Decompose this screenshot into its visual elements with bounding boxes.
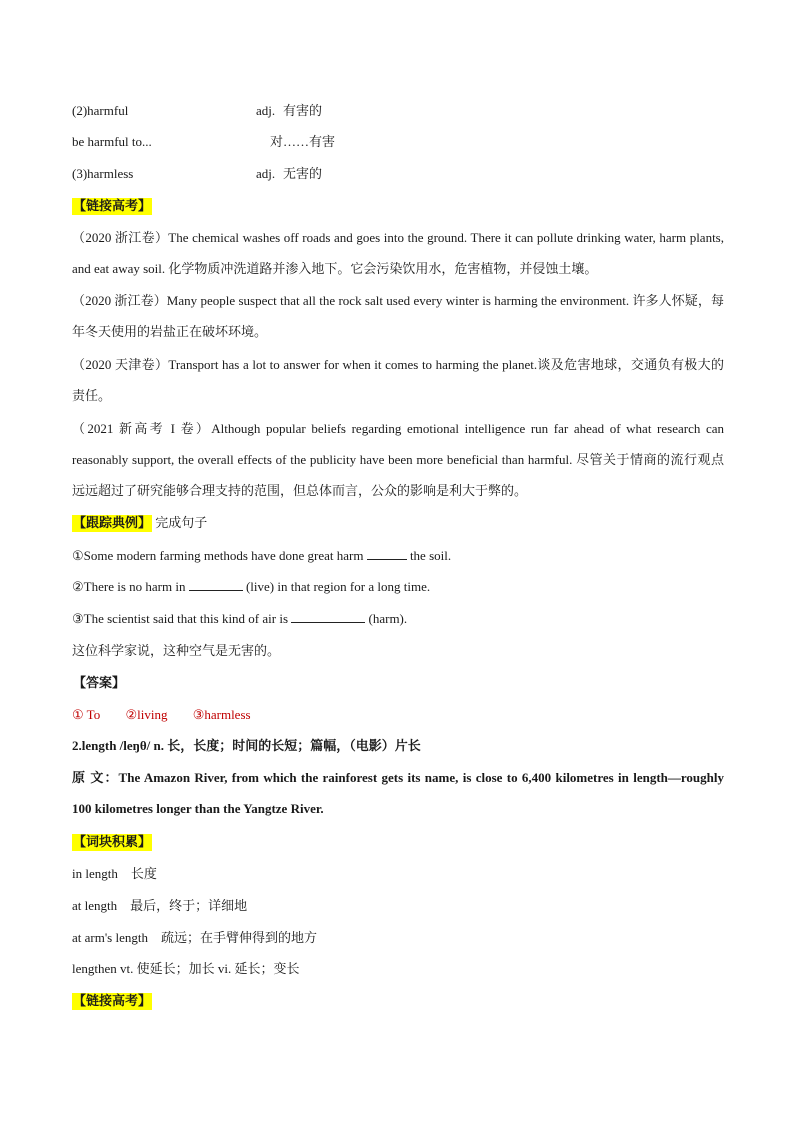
length-original-text: 原 文：The Amazon River, from which the rainforest gets its name, is close to 6,400 kilometres in length—roughly 100 kilometres longer than the Yangtze River.: [72, 770, 724, 816]
exercise-1: [72, 547, 451, 565]
word-block-item: [72, 929, 317, 947]
exercise-text: (live) in that region for a long time.: [245, 579, 431, 594]
vocab-phrase: be harmful to...: [72, 134, 152, 149]
word-block-item: [72, 897, 247, 915]
answer-label: 【答案】: [73, 676, 126, 691]
answer-item: ③harmless: [192, 707, 251, 722]
phrase-en: in length: [72, 866, 118, 881]
vocab-line-harmless: [72, 165, 323, 183]
highlight-tag: 【跟踪典例】: [73, 516, 152, 531]
phrase-en: at length: [72, 898, 118, 913]
section-tag-link-exam: [72, 197, 152, 216]
phrase-en: at arm's length: [72, 930, 148, 945]
highlight-tag: 【链接高考】: [73, 994, 152, 1009]
vocab-pos: adj.: [256, 166, 276, 181]
exercise-text: (harm).: [368, 611, 408, 626]
instruction-text: 完成句子: [155, 516, 208, 531]
exercise-text: ①Some modern farming methods have done great harm: [72, 548, 364, 563]
vocab-meaning: 有害的: [283, 103, 323, 118]
highlight-tag: 【词块积累】: [73, 835, 152, 850]
exercise-text: the soil.: [409, 548, 452, 563]
word-block-item: [72, 865, 157, 883]
phrase-cn: 长度: [130, 866, 157, 881]
section-tag-answer: [72, 674, 126, 693]
vocab-word: (3)harmless: [72, 166, 134, 181]
word-block-item: [72, 960, 300, 978]
fill-blank[interactable]: [291, 610, 365, 623]
exercise-3: [72, 610, 407, 628]
answer-item: ②living: [125, 707, 168, 722]
vocab-word: (2)harmful: [72, 103, 129, 118]
vocab-meaning: 无害的: [283, 166, 323, 181]
vocab-meaning: 对……有害: [270, 134, 336, 149]
section-tag-link-exam-2: [72, 992, 152, 1011]
phrase-cn: 最后，终于；详细地: [130, 898, 248, 913]
exercise-text: ②There is no harm in: [72, 579, 186, 594]
highlight-tag: 【链接高考】: [73, 199, 152, 214]
length-headword: 2.length /leŋθ/ n. 长，长度；时间的长短；篇幅，（电影）片长: [72, 738, 421, 753]
vocab-line-harmful-to: [72, 133, 336, 151]
fill-blank[interactable]: [189, 578, 243, 591]
exercise-3-translation: 这位科学家说，这种空气是无害的。: [72, 643, 281, 658]
answer-list: [72, 706, 273, 724]
vocab-pos: adj.: [256, 103, 276, 118]
exam-example-4: （2021 新高考 I 卷）Although popular beliefs regarding emotional intelligence run far ahead of what research can reasonably support, the overall effects of the publicity have been more beneficial than harmful. 尽管关于情商的流行观点远远超过了研究能够合理支持的范围，但总体而言，公众的影响是利大于弊的。: [72, 421, 724, 498]
exercise-text: ③The scientist said that this kind of air is: [72, 611, 289, 626]
exam-example-3: （2020 天津卷）Transport has a lot to answer for when it comes to harming the planet.谈及危害地球，交通负有极大的责任。: [72, 357, 724, 403]
exercise-2: [72, 578, 430, 596]
section-tag-word-block: [72, 833, 152, 852]
fill-blank[interactable]: [367, 547, 407, 560]
exam-example-2: （2020 浙江卷）Many people suspect that all the rock salt used every winter is harming the environment. 许多人怀疑，每年冬天使用的岩盐正在破坏环境。: [72, 293, 724, 339]
exam-example-1: （2020 浙江卷）The chemical washes off roads and goes into the ground. There it can pollute drinking water, harm plants, and eat away soil. 化学物质冲洗道路并渗入地下。它会污染饮用水，危害植物，并侵蚀土壤。: [72, 230, 724, 276]
answer-item: ① To: [72, 707, 101, 722]
phrase-cn: 疏远；在手臂伸得到的地方: [161, 930, 318, 945]
section-tag-track-example: [72, 514, 207, 533]
vocab-line-harmful: [72, 102, 323, 120]
phrase-en: lengthen vt. 使延长；加长 vi. 延长；变长: [72, 961, 300, 976]
